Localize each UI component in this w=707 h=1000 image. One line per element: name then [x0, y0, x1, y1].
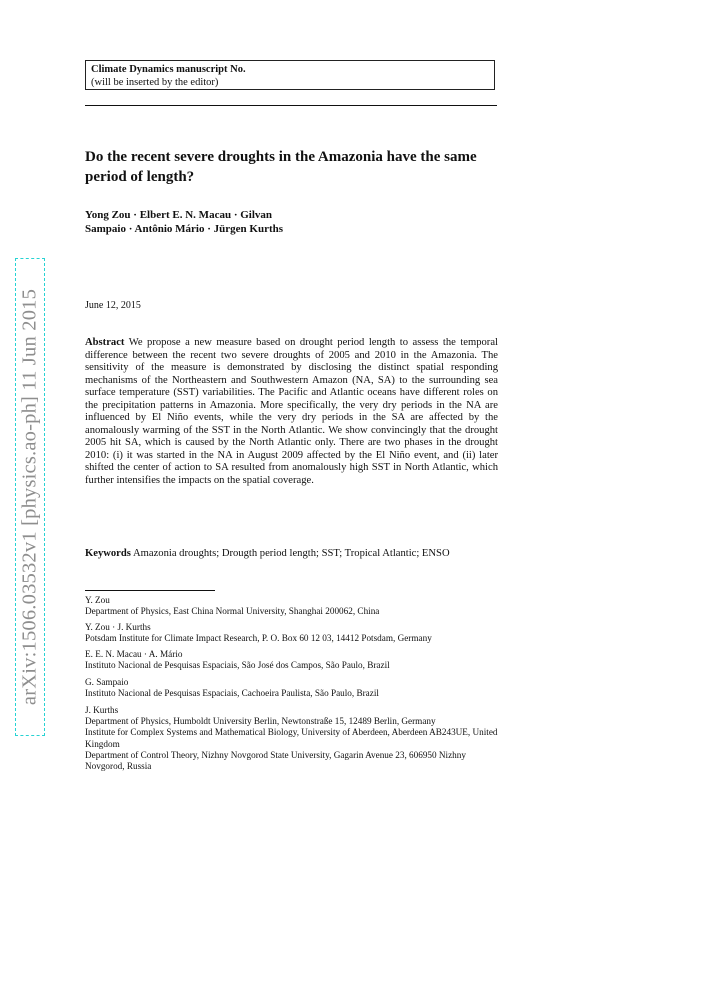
paper-date: June 12, 2015 — [85, 300, 141, 311]
keywords-label: Keywords — [85, 548, 131, 559]
editor-note: (will be inserted by the editor) — [91, 77, 219, 88]
affiliation-line: Department of Control Theory, Nizhny Novgorod State University, Gagarin Avenue 23, 606950 Nizhny Novgorod, Russia — [85, 749, 466, 772]
abstract-text: We propose a new measure based on drought period length to assess the temporal difference between the recent two severe droughts of 2005 and 2010 in the Amazonia. The sensitivity of the measure is demonstrated by disclosing the distinct spatial responding mechanisms of the Northeastern and Southwestern Amazon (NA, SA) to the surrounding sea surface temperature (SST) variabilities. The Pacific and Atlantic oceans have different roles on the precipitation patterns in Amazonia. More specifically, the very dry periods in the NA are influenced by El Niño events, while the very dry periods in the SA are affected by the anomalously warming of the SST in the North Atlantic. We show convincingly that the drought 2005 hit SA, which is caused by the North Atlantic only. There are two phases in the drought 2010: (i) it was started in the NA in August 2009 affected by the El Niño event, and (ii) later shifted the center of action to SA resulted from anomalously high SST in North Atlantic, which further intensifies the impacts on the spatial coverage. — [85, 337, 498, 486]
author-line-1: Yong Zou · Elbert E. N. Macau · Gilvan — [85, 209, 273, 221]
journal-name: Climate Dynamics manuscript No. — [91, 64, 246, 75]
affiliation-line: Potsdam Institute for Climate Impact Research, P. O. Box 60 12 03, 14412 Potsdam, Germany — [85, 633, 432, 644]
arxiv-identifier: arXiv:1506.03532v1 [physics.ao-ph] 11 Jun 2015 — [18, 288, 41, 706]
keywords-text: Amazonia droughts; Drougth period length; SST; Tropical Atlantic; ENSO — [132, 548, 450, 559]
abstract-label: Abstract — [85, 337, 125, 348]
affiliation-3 — [85, 649, 498, 671]
author-list — [85, 208, 500, 236]
abstract — [85, 337, 498, 487]
affiliation-1 — [85, 595, 498, 617]
affiliation-names: G. Sampaio — [85, 677, 129, 687]
header-rule — [85, 105, 497, 106]
author-line-2: Sampaio · Antônio Mário · Jürgen Kurths — [85, 223, 284, 235]
paper-title: Do the recent severe droughts in the Amazonia have the same period of length? — [85, 149, 477, 185]
footnote-rule — [85, 590, 215, 591]
affiliation-names: J. Kurths — [85, 705, 119, 715]
keywords — [85, 548, 498, 561]
affiliation-5 — [85, 705, 498, 772]
affiliation-names: Y. Zou — [85, 595, 110, 605]
affiliation-line: Instituto Nacional de Pesquisas Espaciais, São José dos Campos, São Paulo, Brazil — [85, 660, 390, 671]
affiliation-2 — [85, 622, 498, 644]
affiliation-4 — [85, 677, 498, 699]
affiliation-line: Department of Physics, Humboldt University Berlin, Newtonstraße 15, 12489 Berlin, Germany — [85, 716, 436, 727]
arxiv-stamp — [15, 258, 45, 736]
affiliation-names: Y. Zou · J. Kurths — [85, 622, 151, 632]
affiliation-line: Instituto Nacional de Pesquisas Espaciais, Cachoeira Paulista, São Paulo, Brazil — [85, 688, 379, 699]
affiliation-names: E. E. N. Macau · A. Mário — [85, 649, 183, 659]
affiliation-line: Department of Physics, East China Normal University, Shanghai 200062, China — [85, 606, 380, 617]
affiliation-line: Institute for Complex Systems and Mathematical Biology, University of Aberdeen, Aberdeen AB243UE, United Kingdom — [85, 727, 498, 749]
journal-header-box — [85, 60, 495, 90]
